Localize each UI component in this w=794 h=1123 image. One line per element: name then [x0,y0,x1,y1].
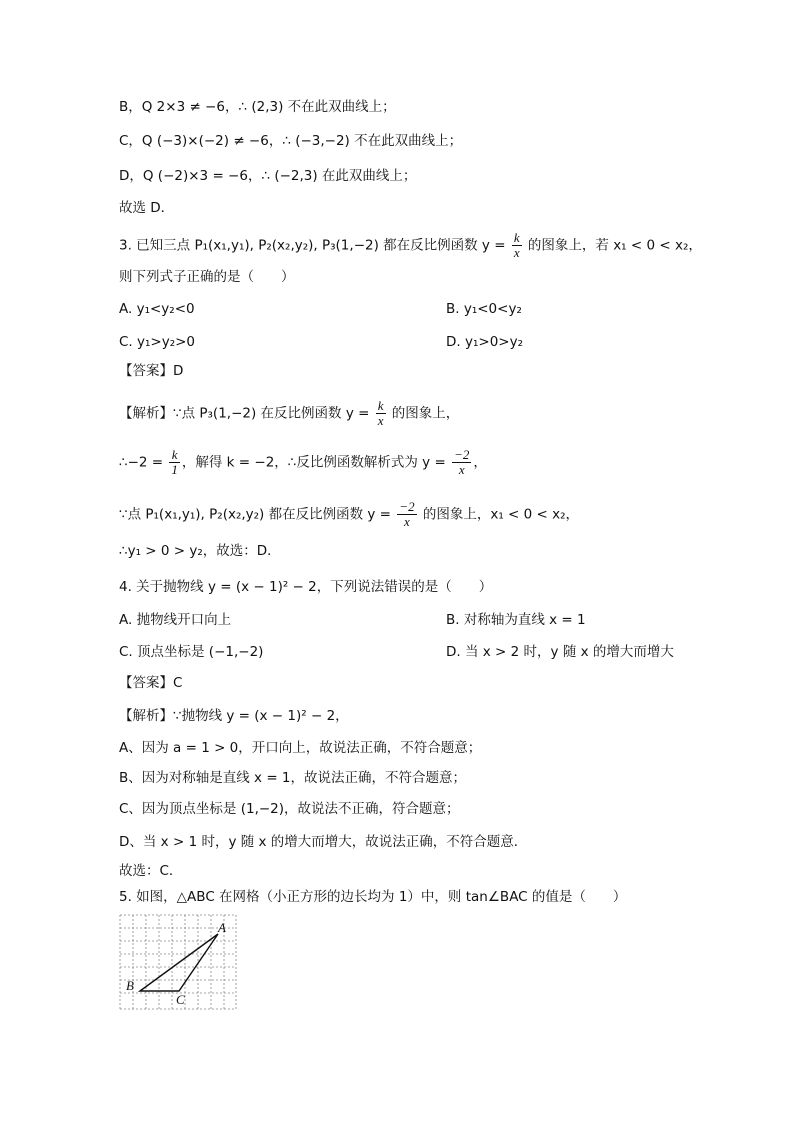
text-line: 故选 D． [119,200,175,216]
explanation-line: 故选：C． [119,863,183,879]
explanation-line: ∴y₁ > 0 > y₂，故选：D． [119,543,281,559]
explanation-line [119,500,579,529]
question-5-stem: 5. 如图，△ABC 在网格（小正方形的边长均为 1）中，则 tan∠BAC 的值是（ ） [119,889,627,905]
question-4-stem: 4. 关于抛物线 y = (x − 1)² − 2，下列说法错误的是（ ） [119,579,493,595]
answer-line: 【答案】D [119,363,184,379]
frac-den: x [377,413,384,428]
vertex-label-c: C [176,992,185,1007]
grid-figure [119,914,237,1014]
exp-part: ∵点 P₁(x₁,y₁), P₂(x₂,y₂) 都在反比例函数 y = [119,506,396,523]
exp-part: 的图象上， [387,405,460,422]
triangle-grid-diagram [119,914,237,1010]
question-3-prompt: 则下列式子正确的是（ ） [119,269,295,285]
option-d: D. y₁>0>y₂ [446,334,523,350]
option-c: C. 顶点坐标是 (−1,−2) [119,644,264,660]
q3-stem-part1: 3. 已知三点 P₁(x₁,y₁), P₂(x₂,y₂), P₃(1,−2) 都在反比例函数 y = [119,237,510,254]
exp-part: ， [473,454,487,471]
frac-den: x [513,245,520,260]
frac-den: x [458,462,465,477]
fraction-minus2-over-x [397,500,416,529]
answer-line: 【答案】C [119,675,183,691]
option-d: D. 当 x > 2 时，y 随 x 的增大而增大 [446,644,674,660]
explanation-line: A、因为 a = 1 > 0，开口向上，故说法正确，不符合题意； [119,740,482,756]
fraction-k-over-x [512,231,522,260]
exp-part: 的图象上，x₁ < 0 < x₂， [418,506,580,523]
option-b: B. 对称轴为直线 x = 1 [446,612,586,628]
explanation-line: 【解析】∵抛物线 y = (x − 1)² − 2， [119,708,349,724]
option-b: B. y₁<0<y₂ [446,301,522,317]
vertex-label-a: A [218,920,226,935]
frac-den: x [404,514,410,529]
triangle-abc [140,934,218,991]
option-a: A. y₁<y₂<0 [119,301,195,317]
text-line: C，Q (−3)×(−2) ≠ −6，∴ (−3,−2) 不在此双曲线上； [119,133,463,149]
q3-stem-part2: 的图象上，若 x₁ < 0 < x₂， [523,237,702,254]
fraction-k-over-1 [169,448,180,477]
fraction-minus2-over-x [452,448,471,477]
frac-num: −2 [399,499,415,514]
option-c: C. y₁>y₂>0 [119,334,196,350]
fraction-k-over-x [376,399,386,428]
frac-num: k [377,398,384,413]
question-3-stem [119,231,702,260]
frac-den: 1 [171,462,178,477]
explanation-line [119,448,487,477]
exp-part: ，解得 k = −2，∴反比例函数解析式为 y = [181,454,451,471]
explanation-line: C、因为顶点坐标是 (1,−2)，故说法不正确，符合题意； [119,801,460,817]
explanation-line: D、当 x > 1 时，y 随 x 的增大而增大，故说法正确，不符合题意． [119,834,528,850]
option-a: A. 抛物线开口向上 [119,612,232,628]
explanation-line: B、因为对称轴是直线 x = 1，故说法正确，不符合题意； [119,770,467,786]
text-line: D，Q (−2)×3 = −6，∴ (−2,3) 在此双曲线上； [119,168,417,184]
text-line: B，Q 2×3 ≠ −6，∴ (2,3) 不在此双曲线上； [119,99,396,115]
frac-num: k [169,448,180,463]
frac-num: −2 [454,447,470,462]
explanation-line [119,399,459,428]
exp-part: ∴−2 = [119,454,168,471]
exp-part: 【解析】∵点 P₃(1,−2) 在反比例函数 y = [119,405,374,422]
frac-num: k [513,230,520,245]
vertex-label-b: B [126,978,134,993]
